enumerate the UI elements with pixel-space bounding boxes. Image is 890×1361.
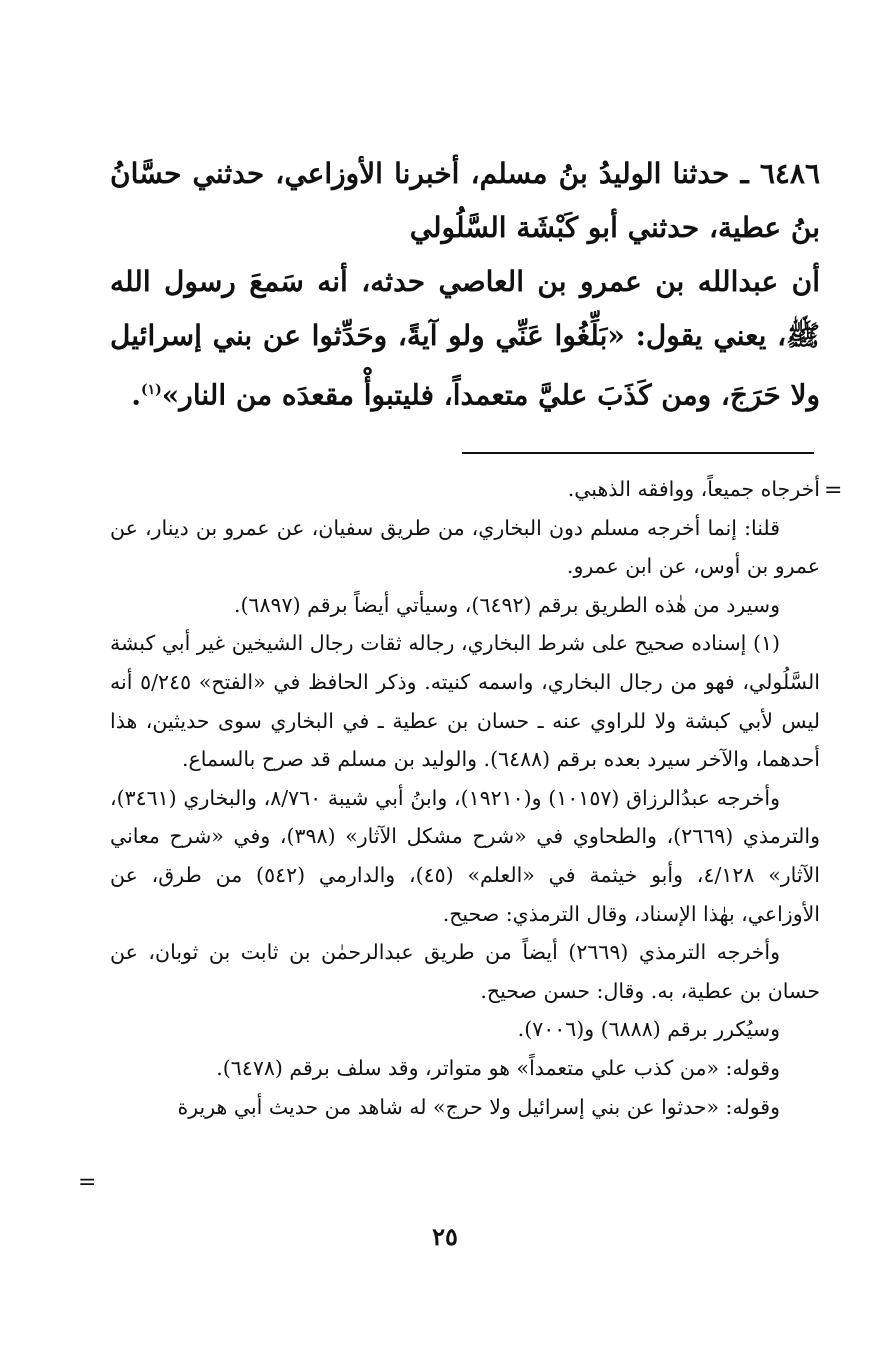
footnote-reference: (١) — [141, 382, 162, 398]
footnote-paragraph: قلنا: إنما أخرجه مسلم دون البخاري، من طريق سفيان، عن عمرو بن دينار، عن عمرو بن أوس، عن ابن عمرو. — [110, 515, 820, 579]
footnote-paragraph: (١) إسناده صحيح على شرط البخاري، رجاله ثقات رجال الشيخين غير أبي كبشة السَّلُولي، فهو من رجال البخاري، واسمه كنيته. وذكر الحافظ في «الفتح» ٥/٢٤٥ أنه ليس لأبي كبشة ولا للراوي عنه ـ حسان بن عطية ـ في البخاري سوى حديثين، هذا أحدهما، والآخر سيرد بعده برقم (٦٤٨٨). والوليد بن مسلم قد صرح بالسماع. — [110, 631, 820, 772]
footnote-paragraph: وقوله: «من كذب علي متعمداً» هو متواتر، وقد سلف برقم (٦٤٧٨). — [216, 1055, 780, 1080]
footnotes — [110, 470, 820, 1126]
footnote-paragraph: وأخرجه عبدُالرزاق (١٠١٥٧) و(١٩٢١٠)، وابنُ أبي شيبة ٨/٧٦٠، والبخاري (٣٤٦١)، والترمذي (٢٦٦٩)، والطحاوي في «شرح مشكل الآثار» (٣٩٨)، وفي «شرح معاني الآثار» ٤/١٢٨، وأبو خيثمة في «العلم» (٤٥)، والدارمي (٥٤٢) من طرق، عن الأوزاعي، بهٰذا الإسناد، وقال الترمذي: صحيح. — [110, 785, 821, 926]
hadith-header-text: ٦٤٨٦ ـ حدثنا الوليدُ بنُ مسلم، أخبرنا الأوزاعي، حدثني حسَّانُ بنُ عطية، حدثني أبو كَبْشَة السَّلُولي — [110, 157, 820, 244]
footnote-paragraph: وقوله: «حدثوا عن بني إسرائيل ولا حرج» له شاهد من حديث أبي هريرة — [177, 1094, 780, 1119]
footnote-paragraph: أخرجاه جميعاً، ووافقه الذهبي. — [567, 477, 820, 501]
footnote-paragraph: وسيُكرر برقم (٦٨٨٨) و(٧٠٠٦). — [517, 1017, 780, 1042]
hadith-body-paragraph: أن عبدالله بن عمرو بن العاصي حدثه، أنه سَمعَ رسول الله ﷺ، يعني يقول: «بَلِّغُوا عَنِّي ولو آيةً، وحَدِّثوا عن بني إسرائيل ولا حَرَجَ، ومن كَذَبَ عليَّ متعمداً، فليتبوأْ مقعدَه من النار»$^{(١)}$. — [110, 265, 820, 412]
hadith-header — [110, 147, 820, 255]
footnote-divider — [462, 452, 814, 454]
footnote-paragraph: وسيرد من هٰذه الطريق برقم (٦٤٩٢)، وسيأتي أيضاً برقم (٦٨٩٧). — [234, 592, 780, 617]
footnote-paragraph: وأخرجه الترمذي (٢٦٦٩) أيضاً من طريق عبدالرحمٰن بن ثابت بن ثوبان، عن حسان بن عطية، به. وقال: حسن صحيح. — [110, 940, 820, 1003]
continuation-mark-start: = — [824, 478, 843, 503]
continuation-mark-end: = — [78, 1170, 97, 1195]
page-number: ٢٥ — [432, 1222, 458, 1251]
hadith-body-text: أن عبدالله بن عمرو بن العاصي حدثه، أنه سَمعَ رسول الله ﷺ، يعني يقول: «بَلِّغُوا عَنِّي ولو آيةً، وحَدِّثوا عن بني إسرائيل ولا حَرَجَ، ومن كَذَبَ عليَّ متعمداً، فليتبوأْ مقعدَه من النار» — [110, 265, 820, 412]
hadith-body — [110, 255, 820, 422]
